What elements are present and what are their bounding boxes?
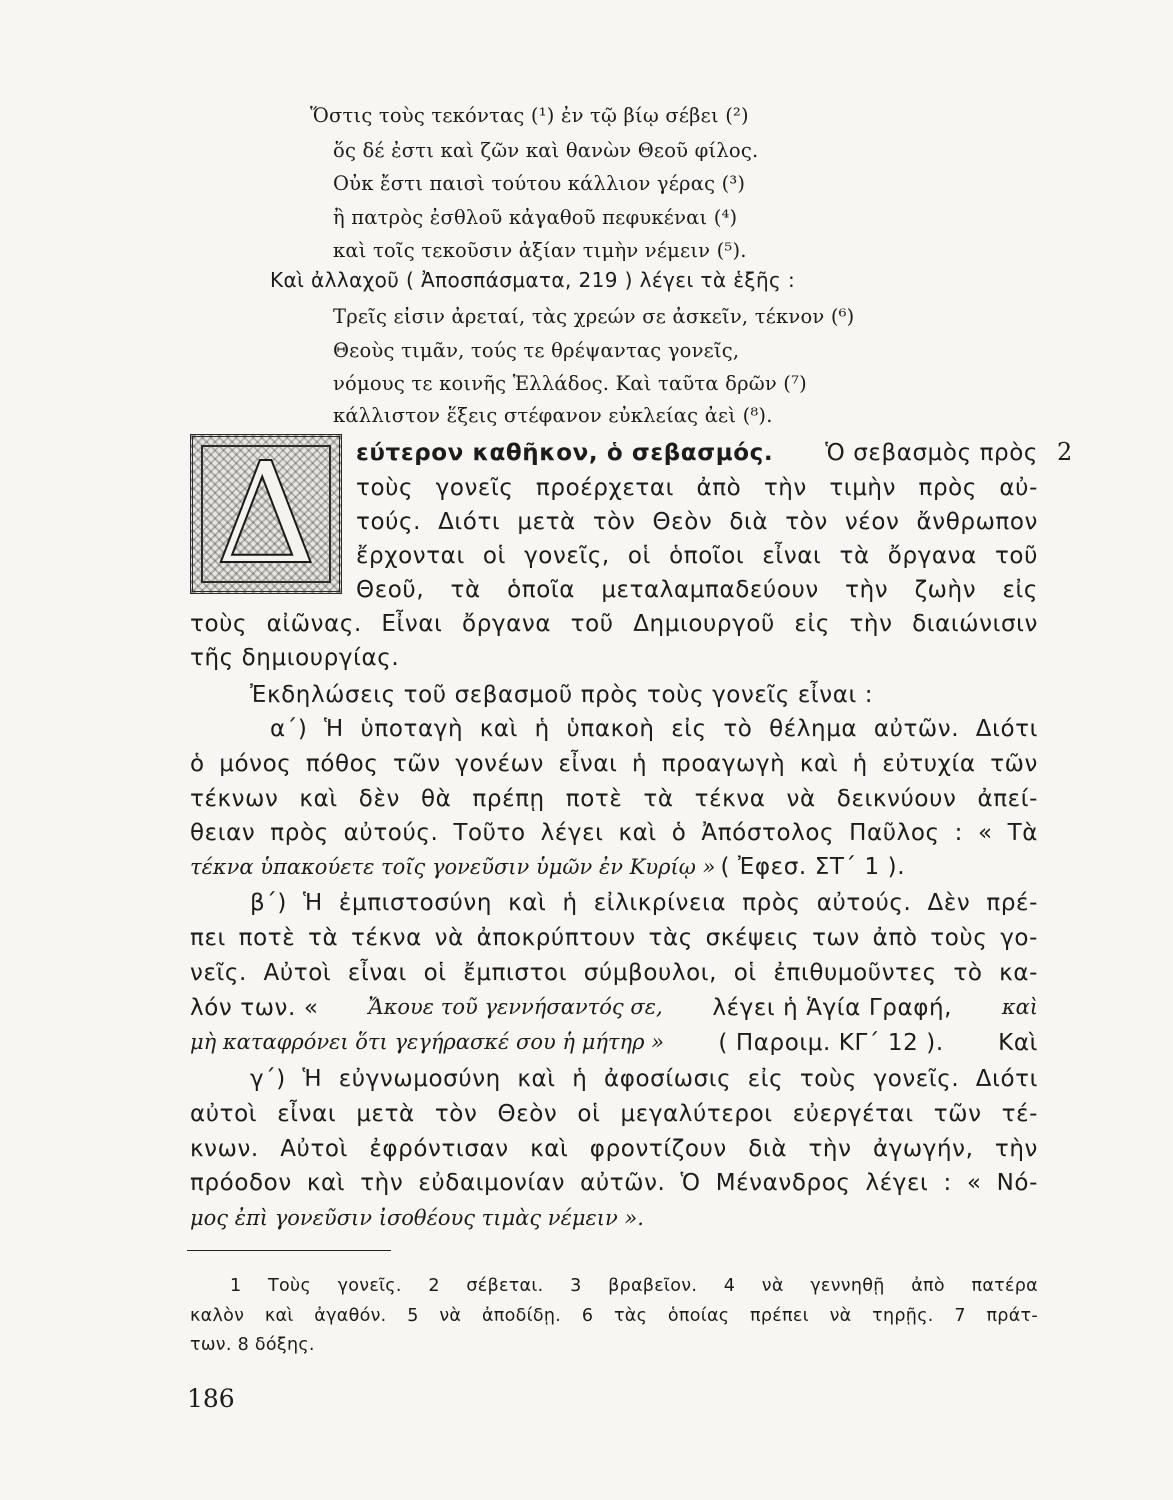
footnote-line: καλὸν καὶ ἀγαθόν. 5 νὰ ἀποδίδῃ. 6 τὰς ὁποίας πρέπει νὰ τηρῇς. 7 πράτ-	[190, 1306, 1038, 1326]
scripture-quote: καὶ	[1001, 995, 1038, 1019]
poem-line: ἢ πατρὸς ἐσθλοῦ κἀγαθοῦ πεφυκέναι (⁴)	[333, 206, 738, 229]
footnote-rule	[187, 1250, 391, 1251]
poem-line: Οὐκ ἔστι παισὶ τούτου κάλλιον γέρας (³)	[333, 172, 746, 195]
drop-cap-letter: Δ	[215, 433, 317, 596]
poem-line: Θεοὺς τιμᾶν, τούς τε θρέψαντας γονεῖς,	[333, 339, 740, 362]
body-line: Θεοῦ, τὰ ὁποῖα μεταλαμπαδεύουν τὴν ζωὴν εἰς	[356, 577, 1038, 603]
scripture-ref: ( Ἐφεσ. ΣΤ΄ 1 ).	[720, 854, 906, 880]
para-b-line: νεῖς. Αὐτοὶ εἶναι οἱ ἔμπιστοι σύμβουλοι, οἱ ἐπιθυμοῦντες τὸ κα-	[190, 960, 1038, 986]
poem-line: ὅς δέ ἐστι καὶ ζῶν καὶ θανὼν Θεοῦ φίλος.	[333, 139, 759, 162]
para-c-line: κνων. Αὐτοὶ ἐφρόντισαν καὶ φροντίζουν διὰ τὴν ἀγωγήν, τὴν	[190, 1136, 1038, 1162]
poem-line: Ὅστις τοὺς τεκόντας (¹) ἐν τῷ βίῳ σέβει (²)	[310, 104, 749, 127]
para-a-line	[190, 854, 905, 880]
section-number: 2	[1057, 438, 1073, 466]
scripture-quote: τέκνα ὑπακούετε τοῖς γονεῦσιν ὑμῶν ἐν Κυρίῳ »	[190, 855, 716, 879]
section-heading-line	[356, 440, 1038, 466]
body-text: λόν των. «	[190, 995, 319, 1021]
para-a-line: ὁ μόνος πόθος τῶν γονέων εἶναι ἡ προαγωγὴ καὶ ἡ εὐτυχία τῶν	[190, 751, 1038, 777]
para-a-line: τέκνων καὶ δὲν θὰ πρέπῃ ποτὲ τὰ τέκνα νὰ δεικνύουν ἀπεί-	[190, 786, 1038, 812]
manifestations-intro: Ἐκδηλώσεις τοῦ σεβασμοῦ πρὸς τοὺς γονεῖς εἶναι :	[250, 682, 874, 708]
body-line: ἔρχονται οἱ γονεῖς, οἱ ὁποῖοι εἶναι τὰ ὄργανα τοῦ	[356, 543, 1038, 569]
para-b-line: β΄) Ἡ ἐμπιστοσύνη καὶ ἡ εἰλικρίνεια πρὸς αὐτούς. Δὲν πρέ-	[250, 890, 1038, 916]
para-b-line	[190, 1030, 1038, 1056]
body-text: λέγει ἡ Ἁγία Γραφή,	[712, 995, 953, 1021]
para-c-line: πρόοδον καὶ τὴν εὐδαιμονίαν αὐτῶν. Ὁ Μένανδρος λέγει : « Νό-	[190, 1170, 1038, 1196]
scripture-quote: μὴ καταφρόνει ὅτι γεγήρασκέ σου ἡ μήτηρ »	[190, 1030, 664, 1054]
para-a-line: α΄) Ἡ ὑποταγὴ καὶ ἡ ὑπακοὴ εἰς τὸ θέλημα αὐτῶν. Διότι	[270, 716, 1038, 742]
poem-line: καὶ τοῖς τεκοῦσιν ἀξίαν τιμὴν νέμειν (⁵).	[333, 239, 747, 262]
drop-cap-ornament	[190, 434, 342, 594]
poem-line: νόμους τε κοινῆς Ἑλλάδος. Καὶ ταῦτα δρῶν (⁷)	[333, 372, 807, 395]
footnote-line: 1 Τοὺς γονεῖς. 2 σέβεται. 3 βραβεῖον. 4 νὰ γεννηθῇ ἀπὸ πατέρα	[230, 1276, 1038, 1296]
para-a-line: θειαν πρὸς αὐτούς. Τοῦτο λέγει καὶ ὁ Ἀπόστολος Παῦλος : « Τὰ	[190, 820, 1038, 846]
poem-line: Τρεῖς εἰσιν ἀρεταί, τὰς χρεών σε ἀσκεῖν, τέκνον (⁶)	[333, 305, 855, 328]
body-text: Καὶ	[998, 1030, 1038, 1056]
para-b-line: πει ποτὲ τὰ τέκνα νὰ ἀποκρύπτουν τὰς σκέψεις των ἀπὸ τοὺς γο-	[190, 925, 1038, 951]
scripture-ref: ( Παροιμ. ΚΓ΄ 12 ).	[718, 1030, 944, 1056]
section-text: Ὁ σεβασμὸς πρὸς	[825, 440, 1038, 466]
body-line: τούς. Διότι μετὰ τὸν Θεὸν διὰ τὸν νέον ἄνθρωπον	[356, 509, 1038, 535]
para-b-line	[190, 995, 1038, 1021]
section-heading: εύτερον καθῆκον, ὁ σεβασμός.	[356, 440, 774, 466]
footnote-line: των. 8 δόξης.	[190, 1335, 315, 1355]
page-number: 186	[187, 1384, 235, 1413]
intro-line: Καὶ ἀλλαχοῦ ( Ἀποσπάσματα, 219 ) λέγει τὰ ἑξῆς :	[270, 268, 796, 292]
para-c-line: γ΄) Ἡ εὐγνωμοσύνη καὶ ἡ ἀφοσίωσις εἰς τοὺς γονεῖς. Διότι	[250, 1066, 1038, 1092]
scripture-quote: Ἄκουε τοῦ γεννήσαντός σε,	[368, 995, 663, 1019]
poem-line: κάλλιστον ἕξεις στέφανον εὐκλείας ἀεὶ (⁸).	[333, 404, 773, 427]
body-line: τοὺς γονεῖς προέρχεται ἀπὸ τὴν τιμὴν πρὸς αὐ-	[356, 475, 1038, 501]
para-c-line: μος ἐπὶ γονεῦσιν ἰσοθέους τιμὰς νέμειν ».	[190, 1206, 644, 1230]
body-line: τῆς δημιουργίας.	[190, 645, 400, 671]
para-c-line: αὐτοὶ εἶναι μετὰ τὸν Θεὸν οἱ μεγαλύτεροι εὐεργέται τῶν τέ-	[190, 1101, 1038, 1127]
body-line: τοὺς αἰῶνας. Εἶναι ὄργανα τοῦ Δημιουργοῦ εἰς τὴν διαιώνισιν	[190, 611, 1038, 637]
